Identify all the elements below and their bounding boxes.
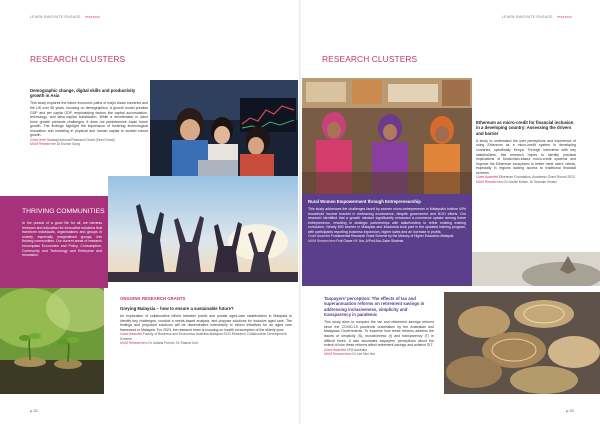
grant-credit: Grant Awarded Faculty of Business and Economics Australia-Malaysia 2023 Research Collaboration Development Scheme xyxy=(120,332,287,341)
researcher-credit: MUM Researchers Dr Lee Mei Yee xyxy=(324,352,375,357)
article-greying-malaysia xyxy=(120,296,292,386)
photo-coins xyxy=(444,292,600,394)
photo-students-laptop xyxy=(150,80,298,176)
thriving-body: In the pursuit of a good life for all, we harness research and education for innovative solutions that transform individuals, organisations and groups in society, especially marginalised groups, into thriving communities. Our current areas of research encompass Economics and Policy, Consumption, Community and Technology and Enterprise and Innovation. xyxy=(22,221,102,258)
article-body: This study addresses the challenges faced by women micro-entrepreneurs in Malaysia's bottom 40% household income bracket in embracing ecommerce, despite government and NGO efforts. Our research identified that a growth mindset significantly enhanced e-commerce uptake among these entrepreneurs, resulting in strategic partnerships with stakeholders to refine existing training curriculum. Nearly 500 women in Malaysia and Indonesia took part in the updated training program, with participants reporting business expansion, higher sales and an increase in profits. xyxy=(308,206,466,234)
thriving-title: THRIVING COMMUNITIES xyxy=(22,208,105,215)
article-taxpayers xyxy=(324,296,434,388)
section-title-left: RESEARCH CLUSTERS xyxy=(30,54,126,64)
running-header-right: LEARN INNOVATE ENGAGE research xyxy=(502,15,573,19)
article-heading: Demographic change, digital skills and productivity growth in Asia xyxy=(30,88,136,99)
researcher-credit: MUM Researchers Dr Juliana French, Dr Sharon Koh xyxy=(120,341,199,346)
rural-women-box xyxy=(302,194,472,286)
running-header-left: LEARN INNOVATE ENGAGE research xyxy=(30,15,101,19)
researcher-credit: MUM Researchers Prof Grace HY Lim, A/Prof Abu Zafar Shahriar xyxy=(308,238,404,243)
article-ethereum xyxy=(476,120,576,252)
grant-credit: Grant Awarded Fundamental Research Grant Scheme by the Ministry of Higher Education Malaysia xyxy=(308,234,454,239)
thriving-communities-box xyxy=(0,196,108,288)
article-body: An exploration of collaborative efforts between public and private aged-care stakeholders in Malaysia to identify key challenges, conduct a needs-based analysis, and propose solutions for inclusive aged care. The findings and proposed solutions will be disseminated extensively to inform initiatives for an aged care framework in Malaysia. For 2023, the research team is focusing on health consumption of the elderly poor. xyxy=(120,313,292,332)
grant-credit: Grant level Sunway Internal Research Grant (Seed Grant) xyxy=(30,138,115,143)
photo-women-market xyxy=(302,78,472,194)
ongoing-grants-label: ONGOING RESEARCH GRANTS xyxy=(120,296,186,301)
article-heading: Greying Malaysia – how to ensure a sustainable future? xyxy=(120,306,234,311)
grant-credit: Grant Awarded Ethereum Foundation, Academic Grant Round 2023 xyxy=(476,175,575,180)
photo-seedlings-coins xyxy=(0,288,104,394)
article-body: This study aims to compare the tax and retirement savings reforms since the COVID-19 pandemic undertaken by the Australian and Malaysian Governments. To examine how these reforms address the issues of simplicity (S), inclusiveness (I) and transparency (T) in difficult times. It also elucidates taxpayers' perceptions about the extent of how these reforms affect retirement savings and achieve SIT. xyxy=(324,320,434,348)
article-body: A study to understand the user perceptions and experience of using Ethereum as a micro-credit system in developing countries, specifically Kenya. Through interviews with key stakeholders, this research hopes to identify practical implications of blockchain-based micro-credit systems and improve the Ethereum ecosystem to better meet users' needs, especially in regions lacking access to traditional financial services. xyxy=(476,138,576,175)
page-number-left: p.32 xyxy=(30,408,38,413)
page-gutter xyxy=(299,0,301,424)
article-heading: Ethereum as micro-credit for financial inclusion in a developing country: Assessing the drivers and barrier xyxy=(476,120,574,136)
photo-ethereum-coin xyxy=(472,252,600,286)
article-heading: Rural Women Empowerment through Entrepreneurship xyxy=(308,199,421,204)
page-number-right: p.33 xyxy=(566,408,574,413)
grant-credit: Grant Awarded CPA Australia xyxy=(324,347,367,352)
article-heading: Taxpayers' perception: The effects of tax and superannuation reforms on retirement savings in addressing inclusiveness, simplicity and transparency in pandemic xyxy=(324,296,425,318)
researcher-credit: MUM Researcher Dr Eunice Song xyxy=(30,142,80,147)
section-title-right: RESEARCH CLUSTERS xyxy=(322,54,418,64)
article-body: This study explores the future economic paths of major Asian countries and the US over 50 years, focusing on demographics. A growth model predicts GDP and per capita GDP, emphasising factors like capital accumulation, technology, and labor-capital substitution. While a deceleration in labor force growth presents challenges, it does not predetermine Asian future growth. The findings highlight the importance of fostering technological innovation and investing in physical and human capital to sustain robust growth. xyxy=(30,101,148,138)
researcher-credit: MUM Researchers Dr Archie Kelvin, Dr Shamim Khater xyxy=(476,179,557,184)
photo-celebrating-crowd xyxy=(108,176,298,282)
